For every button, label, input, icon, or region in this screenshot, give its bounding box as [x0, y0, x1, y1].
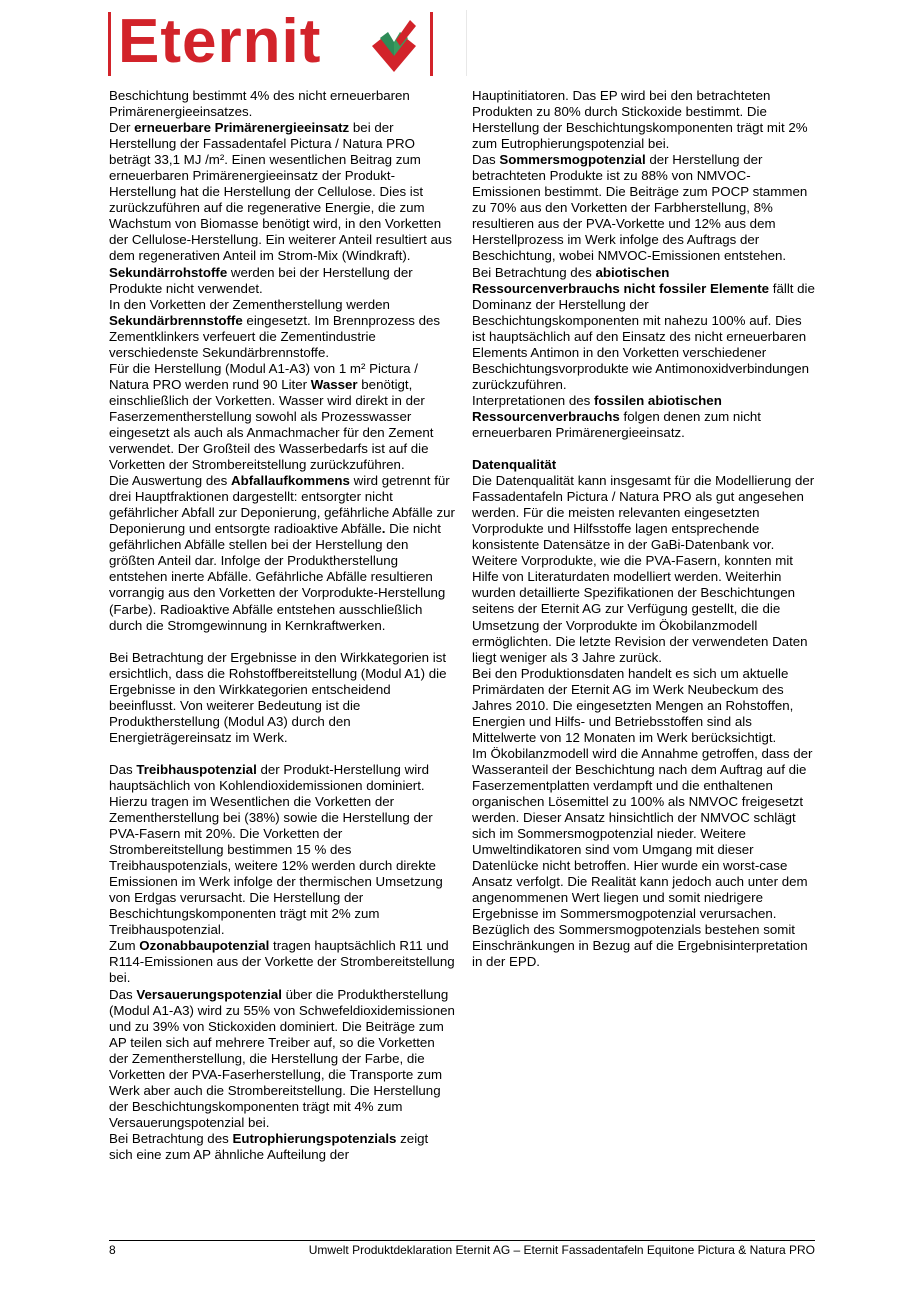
eternit-leaf-icon	[366, 16, 422, 74]
page-number: 8	[109, 1243, 116, 1257]
footer-title: Umwelt Produktdeklaration Eternit AG – Eternit Fassadentafeln Equitone Pictura & Natura PRO	[308, 1243, 815, 1257]
paragraph-production-data: Bei den Produktionsdaten handelt es sich um aktuelle Primärdaten der Eternit AG im Werk Neubeckum des Jahres 2010. Die eingesetzten Mengen an Rohstoffen, Energien und Hilfs- und Betriebsstoffen sind als Mittelwerte von 12 Monaten im Werk berücksichtigt.	[472, 665, 794, 745]
header-divider	[466, 10, 467, 76]
paragraph-pocp: Das Sommersmogpotenzial der Herstellung der betrachteten Produkte ist zu 88% von NMVOC-Emissionen bestimmt. Die Beiträge zum POCP stammen zu 70% aus den Vorketten der Farbherstellung, 8% resultieren aus der PVA-Vorkette und 12% aus dem Herstellprozess im Werk infolge des Auftrags der Beschichtung, wobei NMVOC-Emissionen entstehen.	[472, 152, 808, 264]
left-column	[109, 88, 455, 1163]
paragraph-waste: Die Auswertung des Abfallaufkommens wird getrennt für drei Hauptfraktionen dargestellt: entsorgter nicht gefährlicher Abfall zur Deponierung, gefährliche Abfälle zur Deponierung und entsorgte radioaktive Abfälle. Die nicht gefährlichen Abfälle stellen bei der Herstellung den größten Anteil dar. Infolge der Produktherstellung entstehen inerte Abfälle. Gefährliche Abfälle resultieren vorrangig aus den Vorketten der Vorprodukte-Herstellung (Farbe). Radioaktive Abfälle entstehen ausschließlich durch die Stromgewinnung in Kernkraftwerken.	[109, 473, 455, 633]
paragraph-model-assumption: Im Ökobilanzmodell wird die Annahme getroffen, dass der Wasseranteil der Beschichtung nach dem Auftrag auf die Faserzementplatten verdampft und die enthaltenen organischen Lösemittel zu 100% als NMVOC freigesetzt werden. Dieser Ansatz hinsichtlich der NMVOC schlägt sich im Sommersmogpotenzial nieder. Weitere Umweltindikatoren sind vom Umgang mit dieser Datenlücke nicht betroffen. Hier wurde ein worst-case Ansatz verfolgt. Die Realität kann jedoch auch unter dem angenommenen Wert liegen und somit niedrigere Ergebnisse im Sommersmogpotenzial verursachen. Bezüglich des Sommersmogpotenzials bestehen somit Einschränkungen in Bezug auf die Ergebnisinterpretation in der EPD.	[472, 745, 813, 970]
paragraph-ap: Das Versauerungspotenzial über die Produktherstellung (Modul A1-A3) wird zu 55% von Schwefeldioxidemissionen und zu 39% von Stickoxiden dominiert. Die Beiträge zum AP teilen sich auf mehrere Treiber auf, so die Vorketten der Zementherstellung, die Herstellung der Farbe, die Vorketten der PVA-Faserherstellung, die Transporte zum Werk aber auch die Strombereitstellung. Die Herstellung der Beschichtungskomponenten trägt mit 4% zum Versauerungspotenzial bei.	[109, 986, 455, 1130]
paragraph-water: Für die Herstellung (Modul A1-A3) von 1 m² Pictura / Natura PRO werden rund 90 Liter Wasser benötigt, einschließlich der Vorketten. Wasser wird direkt in der Faserzementherstellung sowohl als Prozesswasser eingesetzt als auch als Anmachmacher für den Zement verwendet. Der Großteil des Wasserbedarfs ist auf die Vorketten der Strombereitstellung zurückzuführen.	[109, 360, 434, 473]
logo-wordmark: Eternit	[118, 7, 322, 76]
paragraph: Beschichtung bestimmt 4% des nicht erneuerbaren Primärenergieeinsatzes.	[109, 88, 410, 120]
paragraph-odp: Zum Ozonabbaupotenzial tragen hauptsächlich R11 und R114-Emissionen aus der Vorkette der Strombereitstellung bei.	[109, 938, 455, 986]
paragraph-data-quality: Die Datenqualität kann insgesamt für die Modellierung der Fassadentafeln Pictura / Natura PRO als gut angesehen werden. Für die meisten relevanten eingesetzten Vorprodukte und Hilfsstoffe lagen entsprechende konsistente Datensätze in der GaBi-Datenbank vor. Weitere Vorprodukte, wie die PVA-Fasern, konnten mit Hilfe von Literaturdaten modelliert werden. Weiterhin wurden detaillierte Spezifikationen der Beschichtungen seitens der Eternit AG zur Verfügung gestellt, die die Umsetzung der Vorprodukte im Ökobilanzmodell ermöglichten. Die letzte Revision der verwendeten Daten liegt weniger als 3 Jahre zurück.	[472, 473, 815, 665]
paragraph-gwp: Das Treibhauspotenzial der Produkt-Herstellung wird hauptsächlich von Kohlendioxidemissionen dominiert. Hierzu tragen im Wesentlichen die Vorketten der Zementherstellung bei (38%) sowie die Herstellung der PVA-Fasern mit 20%. Die Vorketten der Strombereitstellung bestimmen 15 % des Treibhauspotenzials, weitere 12% werden durch direkte Emissionen im Werk infolge der thermischen Umsetzung von Erdgas verursacht. Die Herstellung der Beschichtungskomponenten trägt mit 2% zum Treibhauspotenzial.	[109, 761, 443, 938]
paragraph-ep: Bei Betrachtung des Eutrophierungspotenzials zeigt sich eine zum AP ähnliche Aufteilung der	[109, 1130, 429, 1162]
paragraph-impact-categories: Bei Betrachtung der Ergebnisse in den Wirkkategorien ist ersichtlich, dass die Rohstoffbereitstellung (Modul A1) die Ergebnisse in den Wirkkategorien entscheidend beeinflusst. Von weiterer Bedeutung ist die Produktherstellung (Modul A3) durch den Energieträgereinsatz im Werk.	[109, 649, 447, 745]
paragraph-ep-cont: Hauptinitiatoren. Das EP wird bei den betrachteten Produkten zu 80% durch Stickoxide bestimmt. Die Herstellung der Beschichtungskomponenten trägt mit 2% zum Eutrophierungspotenzial bei.	[472, 88, 808, 152]
logo-right-bar	[430, 12, 433, 76]
paragraph-adpe: Bei Betrachtung des abiotischen Ressourcenverbrauchs nicht fossiler Elemente fällt die Dominanz der Herstellung der Beschichtungskomponenten mit nahezu 100% auf. Dies ist hauptsächlich auf den Einsatz des nicht erneuerbaren Elements Antimon in den Vorketten verschiedener Beschichtungsvorprodukte wie Antimonoxidverbindungen zurückzuführen.	[472, 264, 815, 392]
paragraph-secondary-materials: Sekundärrohstoffe werden bei der Herstellung der Produkte nicht verwendet.	[109, 264, 413, 296]
logo-left-bar	[108, 12, 111, 76]
eternit-logo	[108, 7, 434, 76]
paragraph-adpf: Interpretationen des fossilen abiotischen Ressourcenverbrauchs folgen denen zum nicht erneuerbaren Primärenergieeinsatz.	[472, 392, 762, 440]
paragraph-renewable-energy: Der erneuerbare Primärenergieeinsatz bei der Herstellung der Fassadentafel Pictura / Natura PRO beträgt 33,1 MJ /m². Einen wesentlichen Beitrag zum erneuerbaren Primärenergieeinsatz der Produkt-Herstellung hat die Herstellung der Cellulose. Dies ist zurückzuführen auf die regenerative Energie, die zum Wachstum von Biomasse benötigt wird, in den Vorketten der Cellulose-Herstellung. Ein weiterer Anteil resultiert aus dem regenerativen Anteil im Strom-Mix (Windkraft).	[109, 120, 452, 264]
right-column	[472, 88, 818, 971]
footer-rule	[109, 1240, 815, 1241]
paragraph-secondary-fuels: In den Vorketten der Zementherstellung werden Sekundärbrennstoffe eingesetzt. Im Brennprozess des Zementklinkers verfeuert die Zementindustrie verschiedenste Sekundärbrennstoffe.	[109, 296, 441, 360]
section-heading-data-quality: Datenqualität	[472, 457, 557, 473]
